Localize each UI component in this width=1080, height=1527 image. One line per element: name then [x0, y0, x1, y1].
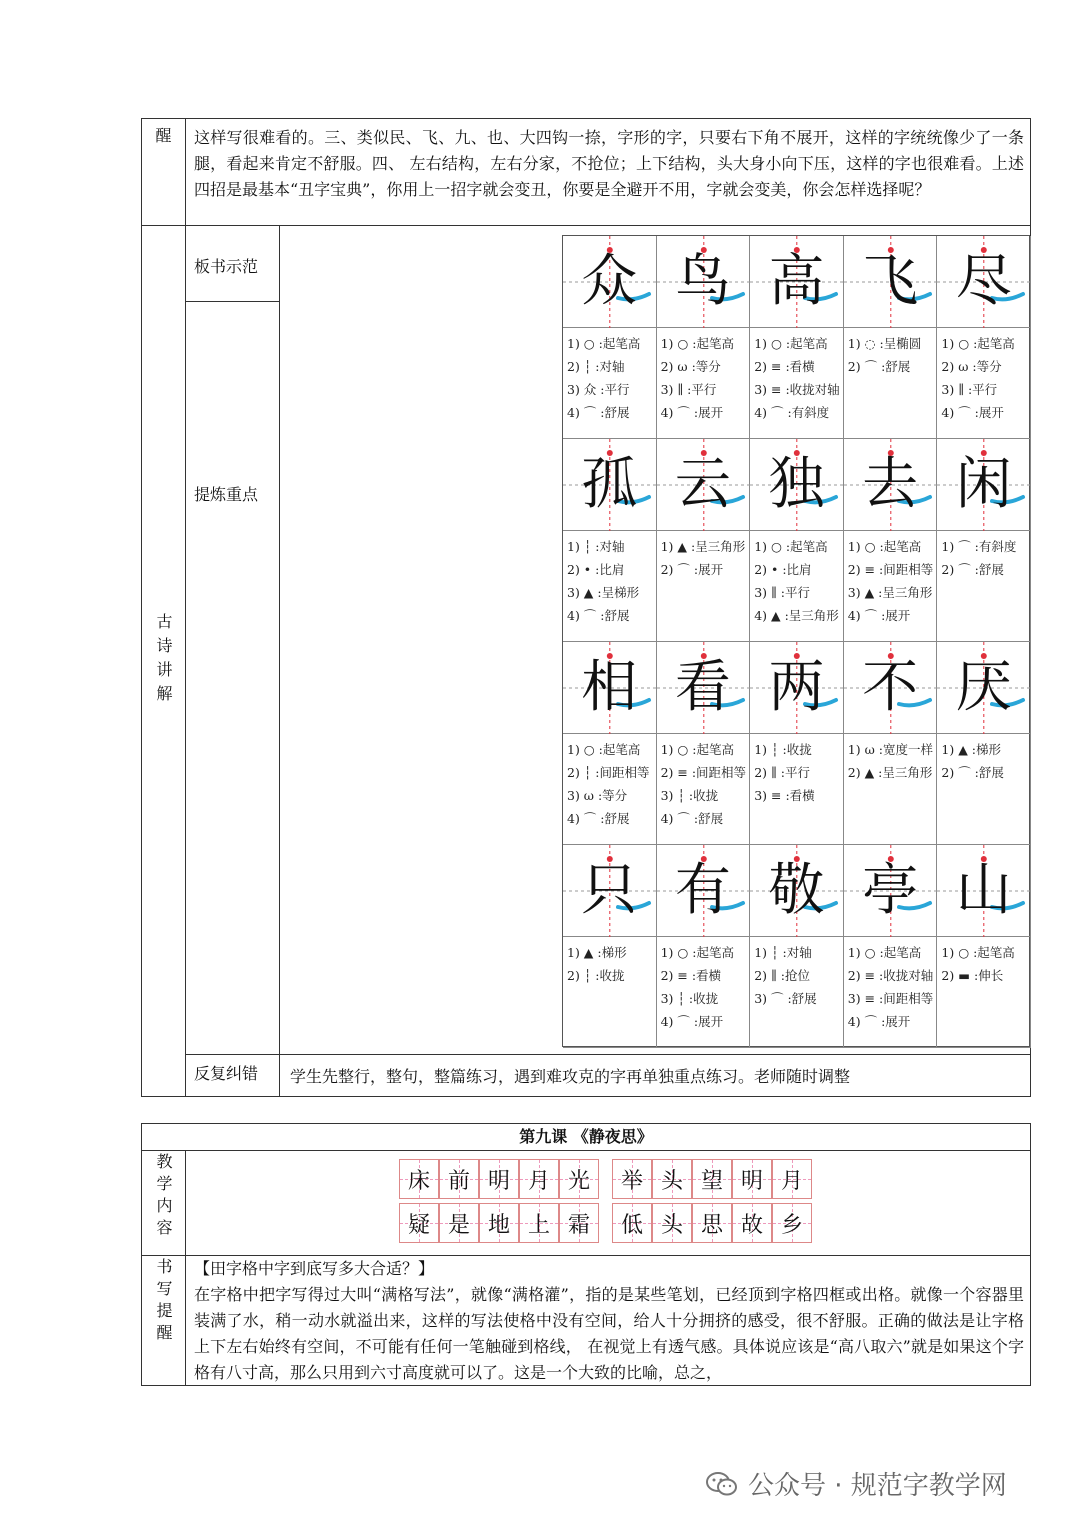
key-points-label: 提炼重点: [186, 302, 280, 1055]
char-notes: [661, 941, 748, 1033]
note-line: 1) ◌ :呈椭圆: [847, 336, 922, 351]
demo-char-cell: [563, 642, 657, 734]
note-line: 2) ┆ :对轴: [567, 359, 625, 374]
demo-char-cell: [750, 642, 844, 734]
note-line: 1) ω :宽度一样: [847, 742, 933, 757]
note-line: 3) ≡ :收拢对轴: [754, 382, 840, 397]
note-line: 2) • :比肩: [754, 562, 812, 577]
char-notes-cell: [563, 531, 657, 642]
note-line: 4) ⌒ :舒展: [567, 608, 630, 623]
char-notes-cell: [750, 734, 844, 845]
correction-label: 反复纠错: [186, 1055, 280, 1096]
demo-char-cell: [657, 439, 751, 531]
note-line: 4) ⌒ :舒展: [567, 811, 630, 826]
calligraphy-chart: [562, 235, 1030, 1047]
poem-char: 疑: [407, 1212, 430, 1238]
char-notes: [754, 738, 841, 807]
char-notes: [567, 535, 654, 627]
poem-char-box: [612, 1203, 652, 1243]
char-notes: [848, 738, 935, 784]
demo-char-cell: [750, 236, 844, 328]
note-line: 2) ⌒ :舒展: [847, 359, 911, 374]
poem-char-box: [559, 1203, 599, 1243]
demo-char-cell: [844, 845, 938, 937]
remind-row: [142, 119, 1030, 226]
blackboard-demo-label: 板书示范: [186, 226, 280, 302]
note-line: 2) • :比肩: [567, 562, 625, 577]
demo-char: 敬: [768, 858, 825, 923]
note-line: 1) ○ :起笔高: [847, 539, 922, 554]
char-notes: [941, 332, 1028, 424]
note-line: 3) ┆ :收拢: [660, 788, 719, 803]
poem-char-box: [652, 1159, 692, 1199]
note-line: 3) ┆ :收拢: [660, 991, 719, 1006]
demo-char: 只: [581, 858, 638, 923]
note-line: 2) ▲ :呈三角形: [847, 765, 933, 780]
poem-char-box: [732, 1159, 772, 1199]
poem-char-box: [692, 1203, 732, 1243]
poem-char-box: [399, 1159, 439, 1199]
poem-char: 月: [780, 1168, 803, 1194]
lesson-table-1: [141, 118, 1031, 1097]
note-line: 2) ω :等分: [941, 359, 1002, 374]
demo-char: 众: [581, 249, 638, 314]
note-line: 2) ≡ :间距相等: [660, 765, 747, 780]
demo-char: 独: [768, 452, 825, 517]
note-line: 1) ⌒ :有斜度: [941, 539, 1017, 554]
demo-char: 两: [768, 655, 825, 720]
poem-char-box: [559, 1159, 599, 1199]
note-line: 1) ○ :起笔高: [941, 945, 1015, 960]
content-label: [142, 1151, 186, 1255]
char-notes-cell: [657, 734, 751, 845]
wechat-icon: [706, 1471, 738, 1497]
note-line: 1) ○ :起笔高: [567, 336, 641, 351]
poem-explain-label: [142, 226, 186, 1096]
poem-char: 月: [527, 1168, 550, 1194]
note-line: 3) ⌒ :舒展: [754, 991, 817, 1006]
note-line: 2) ≡ :看横: [754, 359, 815, 374]
writing-remind-label: [142, 1256, 186, 1385]
char-notes-cell: [844, 734, 938, 845]
note-line: 1) ○ :起笔高: [660, 742, 734, 757]
note-line: 1) ○ :起笔高: [567, 742, 641, 757]
writing-remind-title: 【田字格中字到底写多大合适？】: [194, 1259, 435, 1278]
char-notes-cell: [937, 937, 1031, 1048]
poem-char: 上: [527, 1212, 550, 1238]
demo-char-cell: [563, 236, 657, 328]
note-line: 1) ○ :起笔高: [941, 336, 1015, 351]
char-notes-cell: [657, 937, 751, 1048]
poem-char: 头: [660, 1212, 683, 1238]
content-label-text: 教学内容: [154, 1153, 173, 1241]
poem-char-box: [439, 1159, 479, 1199]
demo-char-cell: [844, 236, 938, 328]
char-notes-cell: [937, 531, 1031, 642]
poem-char: 是: [447, 1212, 470, 1238]
demo-char: 看: [674, 655, 731, 720]
poem-char-box: [399, 1203, 439, 1243]
char-notes: [661, 738, 748, 830]
writing-remind-label-text: 书写提醒: [154, 1258, 173, 1346]
poem-char: 床: [407, 1168, 430, 1194]
note-line: 3) ▲ :呈梯形: [567, 585, 640, 600]
char-notes-cell: [563, 328, 657, 439]
demo-char: 高: [768, 249, 825, 314]
demo-char-cell: [844, 439, 938, 531]
demo-char: 有: [674, 858, 731, 923]
char-notes: [754, 535, 841, 627]
poem-char: 地: [487, 1212, 510, 1238]
remind-text: 这样写很难看的。三、类似民、飞、九、也、大四钩一捺，字形的字，只要右下角不展开，这样的字统统像少了一条腿，看起来肯定不舒服。四、 左右结构，左右分家，不抢位；上下结构，头大身小向下压，这样的字也很难看。上述四招是最基本“丑字宝典”，你用上一招字就会变丑，你要是全避开不用，字就会变美，你会怎样选择呢？: [194, 128, 1024, 199]
note-line: 1) ○ :起笔高: [754, 539, 828, 554]
poem-char: 故: [740, 1212, 763, 1238]
note-line: 1) ○ :起笔高: [847, 945, 922, 960]
demo-char-cell: [937, 236, 1031, 328]
poem-char: 光: [567, 1168, 590, 1194]
char-notes: [848, 332, 935, 378]
note-line: 3) ≡ :间距相等: [847, 991, 934, 1006]
char-notes: [754, 941, 841, 1010]
poem-char-box: [439, 1203, 479, 1243]
demo-char: 不: [862, 655, 919, 720]
note-line: 1) ▲ :梯形: [567, 945, 627, 960]
note-line: 2) ∥ :平行: [754, 765, 810, 780]
demo-char: 闲: [955, 452, 1012, 517]
char-notes-cell: [750, 328, 844, 439]
note-line: 2) ∥ :抢位: [754, 968, 810, 983]
note-line: 1) ▲ :呈三角形: [660, 539, 746, 554]
demo-char-cell: [844, 642, 938, 734]
poem-char: 明: [487, 1168, 510, 1194]
poem-char-box: [692, 1159, 732, 1199]
poem-explain-label-text: 古诗讲解: [154, 613, 173, 709]
demo-area: [280, 226, 1030, 1055]
note-line: 2) ≡ :收拢对轴: [847, 968, 934, 983]
demo-char-cell: [657, 236, 751, 328]
char-notes: [567, 941, 654, 987]
poem-char-box: [519, 1203, 559, 1243]
content-row: [142, 1151, 1030, 1256]
note-line: 4) ⌒ :展开: [660, 405, 724, 420]
correction-text: 学生先整行，整句，整篇练习，遇到难攻克的字再单独重点练习。老师随时调整: [290, 1067, 851, 1086]
char-notes-cell: [563, 937, 657, 1048]
poem-char-box: [772, 1159, 812, 1199]
note-line: 2) ⌒ :舒展: [941, 562, 1004, 577]
poem-char: 思: [700, 1212, 723, 1238]
note-line: 3) ∥ :平行: [660, 382, 717, 397]
poem-grid-right: [612, 1159, 812, 1243]
demo-char: 飞: [862, 249, 919, 314]
note-line: 1) ┆ :收拢: [754, 742, 812, 757]
char-notes: [848, 535, 935, 627]
char-notes: [848, 941, 935, 1033]
note-line: 1) ▲ :梯形: [941, 742, 1001, 757]
demo-char-cell: [657, 845, 751, 937]
demo-char-cell: [937, 845, 1031, 937]
poem-char-box: [732, 1203, 772, 1243]
note-line: 1) ○ :起笔高: [754, 336, 828, 351]
note-line: 3) ▲ :呈三角形: [847, 585, 933, 600]
note-line: 2) ⌒ :舒展: [941, 765, 1004, 780]
char-notes: [941, 738, 1028, 784]
poem-char: 头: [660, 1168, 683, 1194]
remind-label-text: 醒: [155, 126, 172, 145]
remind-label: [142, 119, 186, 225]
note-line: 4) ⌒ :展开: [847, 1014, 911, 1029]
note-line: 1) ○ :起笔高: [660, 336, 734, 351]
poem-char-box: [772, 1203, 812, 1243]
poem-char: 前: [447, 1168, 470, 1194]
poem-char: 乡: [780, 1212, 803, 1238]
writing-remind-row: [142, 1256, 1030, 1385]
poem-explain-row: [142, 226, 1030, 1096]
watermark-text: 公众号 · 规范字教学网: [748, 1471, 1007, 1501]
demo-char-cell: [563, 845, 657, 937]
char-notes: [941, 941, 1028, 987]
demo-char-cell: [750, 845, 844, 937]
note-line: 2) ┆ :间距相等: [567, 765, 650, 780]
note-line: 2) ⌒ :展开: [660, 562, 724, 577]
poem-grid-left: [399, 1159, 599, 1243]
demo-char-cell: [657, 642, 751, 734]
note-line: 1) ┆ :对轴: [567, 539, 625, 554]
demo-char: 孤: [581, 452, 638, 517]
char-notes-cell: [937, 328, 1031, 439]
char-notes-cell: [844, 328, 938, 439]
note-line: 2) ≡ :看横: [660, 968, 722, 983]
note-line: 4) ⌒ :展开: [941, 405, 1004, 420]
char-notes-cell: [844, 937, 938, 1048]
demo-char-cell: [750, 439, 844, 531]
demo-char: 云: [674, 452, 731, 517]
note-line: 1) ○ :起笔高: [660, 945, 734, 960]
demo-char: 山: [955, 858, 1012, 923]
poem-char-box: [479, 1159, 519, 1199]
char-notes: [661, 332, 748, 424]
char-notes-cell: [844, 531, 938, 642]
char-notes-cell: [937, 734, 1031, 845]
note-line: 1) ┆ :对轴: [754, 945, 812, 960]
demo-char: 厌: [955, 655, 1012, 720]
writing-remind-text: [194, 1256, 1024, 1386]
note-line: 3) ≡ :看横: [754, 788, 815, 803]
poem-char-box: [519, 1159, 559, 1199]
poem-char: 低: [620, 1212, 643, 1238]
demo-char-cell: [937, 439, 1031, 531]
poem-char: 望: [700, 1168, 723, 1194]
note-line: 4) ⌒ :舒展: [660, 811, 724, 826]
lesson-table-2: [141, 1123, 1031, 1386]
poem-char: 明: [740, 1168, 763, 1194]
char-notes-cell: [563, 734, 657, 845]
demo-char: 尽: [955, 249, 1012, 314]
char-notes: [754, 332, 841, 424]
demo-char-cell: [563, 439, 657, 531]
note-line: 2) ┆ :收拢: [567, 968, 625, 983]
poem-char-box: [652, 1203, 692, 1243]
note-line: 2) ≡ :间距相等: [847, 562, 934, 577]
char-notes: [567, 332, 654, 424]
note-line: 3) ω :等分: [567, 788, 628, 803]
note-line: 3) 众 :平行: [567, 382, 630, 397]
poem-char: 霜: [567, 1212, 590, 1238]
char-notes: [941, 535, 1028, 581]
char-notes-cell: [750, 531, 844, 642]
poem-char: 举: [620, 1168, 643, 1194]
demo-char-cell: [937, 642, 1031, 734]
poem-char-box: [612, 1159, 652, 1199]
note-line: 3) ∥ :平行: [754, 585, 810, 600]
demo-char: 去: [862, 452, 919, 517]
char-notes-cell: [657, 328, 751, 439]
note-line: 2) ▬ :伸长: [941, 968, 1004, 983]
lesson-title: 第九课 《静夜思》: [142, 1124, 1030, 1151]
note-line: 2) ω :等分: [660, 359, 721, 374]
note-line: 4) ⌒ :舒展: [567, 405, 630, 420]
demo-char: 亭: [862, 858, 919, 923]
writing-remind-body: 在字格中把字写得过大叫“满格写法”，就像“满格灌”，指的是某些笔划，已经顶到字格四框或出格。就像一个容器里装满了水，稍一动水就溢出来，这样的写法使格中没有空间，给人十分拥挤的感受，很不舒服。正确的做法是让字格上下左右始终有空间，不可能有任何一笔触碰到格线， 在视觉上有透气感。具体说应该是“高八取六”就是如果这个字格有八寸高，那么只用到六寸高度就可以了。这是一个大致的比喻，总之，: [194, 1285, 1024, 1382]
note-line: 4) ⌒ :展开: [847, 608, 911, 623]
demo-char: 相: [581, 655, 638, 720]
poem-char-box: [479, 1203, 519, 1243]
note-line: 4) ⌒ :有斜度: [754, 405, 830, 420]
demo-char: 鸟: [674, 249, 731, 314]
note-line: 3) ∥ :平行: [941, 382, 998, 397]
char-notes: [661, 535, 748, 581]
char-notes: [567, 738, 654, 830]
note-line: 4) ⌒ :展开: [660, 1014, 724, 1029]
char-notes-cell: [750, 937, 844, 1048]
watermark: [706, 1465, 1007, 1502]
note-line: 4) ▲ :呈三角形: [754, 608, 839, 623]
char-notes-cell: [657, 531, 751, 642]
